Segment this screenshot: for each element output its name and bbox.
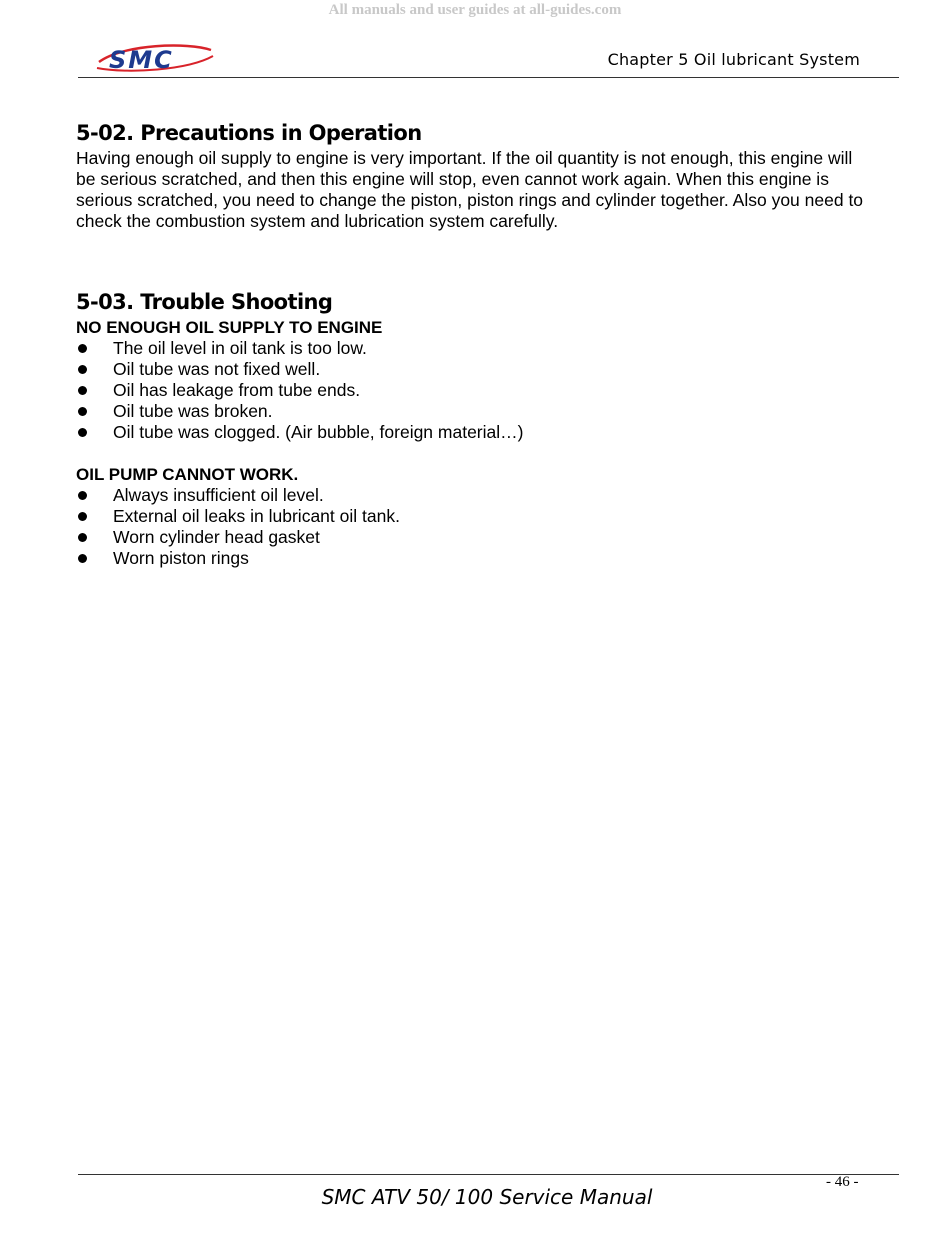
section-spacer xyxy=(76,232,876,287)
list-spacer xyxy=(76,443,876,464)
section-heading-trouble-shooting: 5-03. Trouble Shooting xyxy=(76,290,333,314)
list-item-text: Worn piston rings xyxy=(113,548,249,568)
list-item xyxy=(76,338,876,359)
list-item-text: Oil tube was not fixed well. xyxy=(113,359,321,379)
list-item xyxy=(76,485,876,506)
list-item-text: Worn cylinder head gasket xyxy=(113,527,320,547)
list-item-text: Oil has leakage from tube ends. xyxy=(113,380,361,400)
group-title-no-oil-supply: NO ENOUGH OIL SUPPLY TO ENGINE xyxy=(76,318,383,337)
list-item xyxy=(76,359,876,380)
header-divider xyxy=(78,77,899,78)
bullet-icon xyxy=(78,533,87,542)
bullet-icon xyxy=(78,554,87,563)
group-title-oil-pump: OIL PUMP CANNOT WORK. xyxy=(76,465,299,484)
logo-text: SMC xyxy=(109,46,174,74)
bullet-icon xyxy=(78,365,87,374)
list-item xyxy=(76,506,876,527)
list-item xyxy=(76,401,876,422)
bullet-icon xyxy=(78,491,87,500)
bullet-icon xyxy=(78,512,87,521)
list-item-text: Oil tube was clogged. (Air bubble, foreign material…) xyxy=(113,422,524,442)
oil-pump-list xyxy=(76,485,876,569)
watermark-text: All manuals and user guides at all-guides.com xyxy=(328,2,622,18)
list-item xyxy=(76,548,876,569)
page-content xyxy=(76,118,876,569)
list-item xyxy=(76,422,876,443)
list-item-text: Oil tube was broken. xyxy=(113,401,273,421)
footer-divider xyxy=(78,1174,899,1175)
list-item-text: External oil leaks in lubricant oil tank. xyxy=(113,506,400,526)
list-item xyxy=(76,380,876,401)
bullet-icon xyxy=(78,428,87,437)
manual-title: SMC ATV 50/ 100 Service Manual xyxy=(321,1185,653,1209)
chapter-title: Chapter 5 Oil lubricant System xyxy=(607,50,860,69)
list-item xyxy=(76,527,876,548)
list-item-text: Always insufficient oil level. xyxy=(113,485,324,505)
precautions-paragraph: Having enough oil supply to engine is very important. If the oil quantity is not enough, this engine will be serious scratched, and then this engine will stop, even cannot work again. When this engine is serious scratched, you need to change the piston, piston rings and cylinder together. Also you need to check the combustion system and lubrication system carefully. xyxy=(76,148,864,231)
bullet-icon xyxy=(78,386,87,395)
no-oil-supply-list xyxy=(76,338,876,443)
section-heading-precautions: 5-02. Precautions in Operation xyxy=(76,121,422,145)
smc-logo xyxy=(93,40,215,76)
bullet-icon xyxy=(78,407,87,416)
list-item-text: The oil level in oil tank is too low. xyxy=(113,338,367,358)
bullet-icon xyxy=(78,344,87,353)
page-number: - 46 - xyxy=(826,1174,859,1190)
